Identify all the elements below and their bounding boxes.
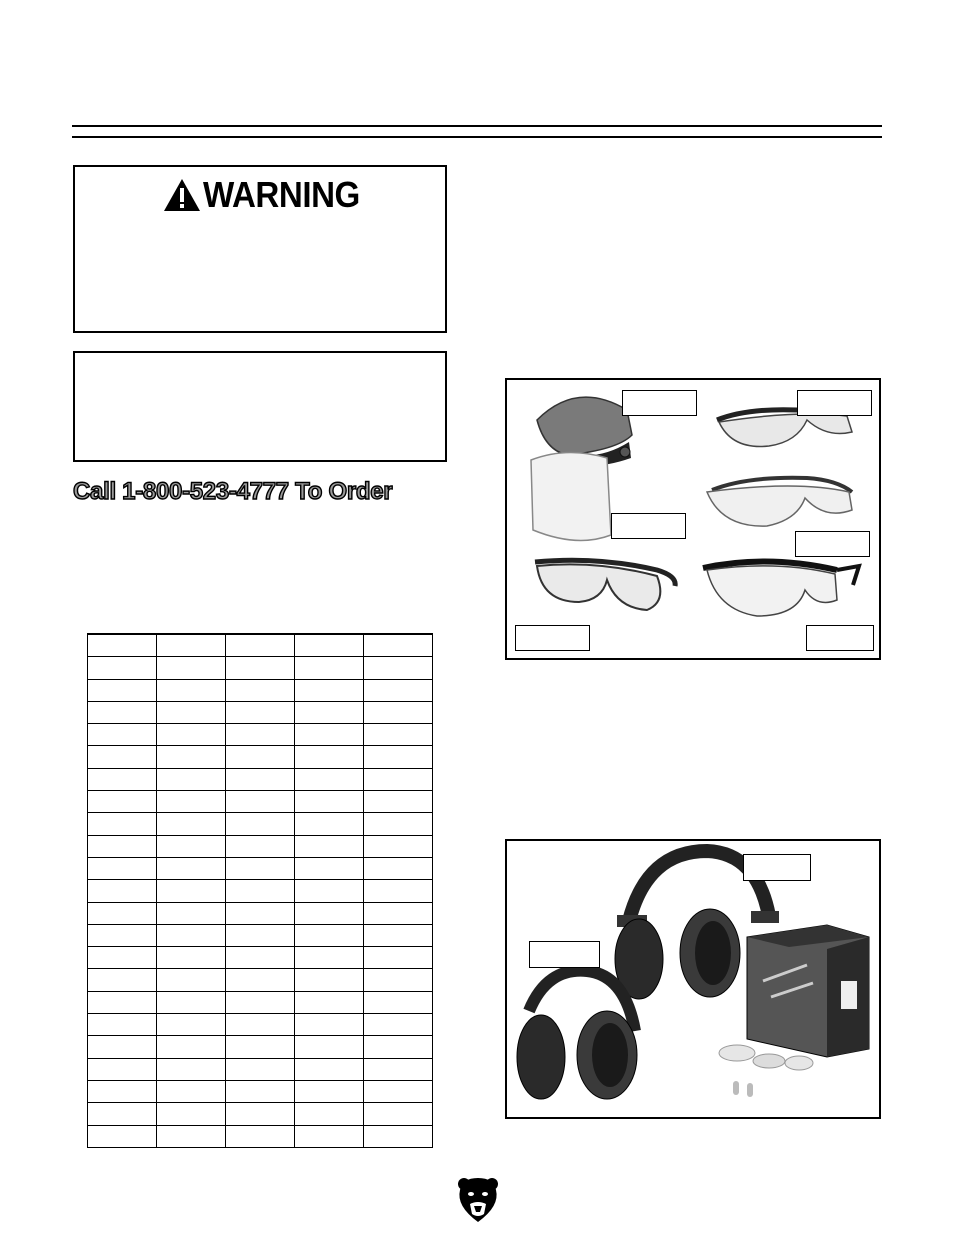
table-cell: [226, 969, 295, 991]
figure-label-box: [622, 390, 697, 416]
table-cell: [364, 679, 433, 701]
table-cell: [88, 657, 157, 679]
table-cell: [295, 724, 364, 746]
table-cell: [226, 991, 295, 1013]
table-cell: [88, 924, 157, 946]
safety-glasses-icon-3: [535, 560, 675, 610]
table-cell: [226, 791, 295, 813]
figure-label-box: [795, 531, 870, 557]
table-cell: [226, 1058, 295, 1080]
table-cell: [364, 1058, 433, 1080]
table-cell: [157, 634, 226, 657]
table-cell: [88, 947, 157, 969]
table-cell: [295, 768, 364, 790]
table-cell: [295, 746, 364, 768]
table-cell: [295, 1103, 364, 1125]
table-cell: [226, 813, 295, 835]
table-cell: [157, 1058, 226, 1080]
table-cell: [364, 657, 433, 679]
table-cell: [157, 880, 226, 902]
table-cell: [88, 1080, 157, 1102]
table-row: [88, 991, 433, 1013]
table-cell: [88, 1103, 157, 1125]
parts-table: [87, 633, 433, 1148]
table-cell: [157, 679, 226, 701]
table-row: [88, 969, 433, 991]
table-cell: [295, 902, 364, 924]
table-cell: [295, 969, 364, 991]
header-rule-top: [72, 125, 882, 127]
table-cell: [295, 880, 364, 902]
figure-label-box: [529, 941, 600, 968]
table-row: [88, 634, 433, 657]
table-cell: [364, 746, 433, 768]
table-cell: [88, 791, 157, 813]
table-cell: [88, 813, 157, 835]
table-row: [88, 701, 433, 723]
table-row: [88, 1125, 433, 1147]
table-cell: [88, 1036, 157, 1058]
table-cell: [157, 813, 226, 835]
table-cell: [295, 701, 364, 723]
table-row: [88, 1058, 433, 1080]
table-row: [88, 746, 433, 768]
table-row: [88, 724, 433, 746]
table-cell: [295, 657, 364, 679]
table-cell: [226, 902, 295, 924]
table-cell: [157, 1036, 226, 1058]
table-row: [88, 1080, 433, 1102]
table-cell: [157, 1080, 226, 1102]
table-cell: [364, 835, 433, 857]
table-row: [88, 1036, 433, 1058]
table-cell: [295, 924, 364, 946]
table-cell: [226, 746, 295, 768]
table-cell: [157, 657, 226, 679]
table-cell: [226, 768, 295, 790]
table-cell: [226, 1036, 295, 1058]
order-phone-banner: Call 1-800-523-4777 To Order: [73, 478, 393, 505]
table-cell: [364, 813, 433, 835]
footer-logo: [456, 1176, 500, 1229]
eye-protection-illustration: [507, 380, 879, 658]
table-cell: [226, 835, 295, 857]
table-cell: [88, 746, 157, 768]
table-cell: [364, 902, 433, 924]
table-cell: [157, 768, 226, 790]
figure-label-box: [743, 854, 811, 881]
table-cell: [295, 634, 364, 657]
table-cell: [295, 857, 364, 879]
earplugs-icon: [719, 1045, 813, 1097]
table-cell: [157, 1103, 226, 1125]
table-cell: [226, 701, 295, 723]
table-cell: [364, 1036, 433, 1058]
table-cell: [364, 947, 433, 969]
table-cell: [157, 724, 226, 746]
warning-box: [73, 165, 447, 333]
table-cell: [226, 1014, 295, 1036]
table-cell: [88, 857, 157, 879]
table-cell: [226, 634, 295, 657]
table-cell: [364, 857, 433, 879]
table-cell: [157, 924, 226, 946]
earplug-box-icon: [747, 925, 869, 1057]
hearing-protection-figure: [505, 839, 881, 1119]
table-cell: [88, 634, 157, 657]
table-cell: [364, 969, 433, 991]
table-cell: [157, 835, 226, 857]
table-cell: [295, 835, 364, 857]
warning-triangle-icon: [163, 178, 201, 212]
table-cell: [295, 679, 364, 701]
table-cell: [157, 991, 226, 1013]
table-cell: [226, 924, 295, 946]
warning-header: [163, 174, 374, 215]
table-cell: [157, 1014, 226, 1036]
figure-label-box: [611, 513, 686, 539]
table-cell: [88, 969, 157, 991]
eye-protection-figure: [505, 378, 881, 660]
table-cell: [88, 1125, 157, 1147]
table-cell: [88, 902, 157, 924]
table-cell: [364, 768, 433, 790]
table-cell: [226, 1080, 295, 1102]
figure-label-box: [515, 625, 590, 651]
note-box: [73, 351, 447, 462]
table-cell: [364, 991, 433, 1013]
grizzly-bear-logo-icon: [456, 1176, 500, 1224]
table-cell: [226, 947, 295, 969]
table-cell: [88, 1058, 157, 1080]
table-cell: [226, 880, 295, 902]
table-cell: [364, 1103, 433, 1125]
table-cell: [226, 679, 295, 701]
table-cell: [226, 657, 295, 679]
table-row: [88, 813, 433, 835]
table-row: [88, 1014, 433, 1036]
table-cell: [364, 880, 433, 902]
table-row: [88, 679, 433, 701]
table-cell: [364, 701, 433, 723]
table-cell: [364, 1125, 433, 1147]
table-cell: [88, 1014, 157, 1036]
table-cell: [295, 1125, 364, 1147]
table-row: [88, 768, 433, 790]
table-cell: [157, 857, 226, 879]
table-cell: [364, 924, 433, 946]
table-cell: [157, 701, 226, 723]
warning-label: WARNING: [203, 174, 360, 215]
table-row: [88, 924, 433, 946]
table-row: [88, 1103, 433, 1125]
table-cell: [88, 768, 157, 790]
table-cell: [88, 991, 157, 1013]
table-row: [88, 947, 433, 969]
table-cell: [295, 813, 364, 835]
figure-label-box: [797, 390, 872, 416]
table-cell: [295, 947, 364, 969]
table-cell: [295, 1080, 364, 1102]
hearing-protection-illustration: [507, 841, 879, 1117]
table-cell: [157, 947, 226, 969]
table-row: [88, 902, 433, 924]
table-cell: [226, 857, 295, 879]
table-cell: [88, 835, 157, 857]
header-rule-bottom: [72, 136, 882, 138]
table-cell: [364, 791, 433, 813]
table-cell: [157, 791, 226, 813]
table-cell: [295, 1058, 364, 1080]
table-cell: [226, 1125, 295, 1147]
table-cell: [88, 679, 157, 701]
table-cell: [364, 1080, 433, 1102]
table-cell: [295, 1036, 364, 1058]
table-cell: [88, 724, 157, 746]
table-row: [88, 791, 433, 813]
table-row: [88, 657, 433, 679]
table-cell: [88, 701, 157, 723]
table-row: [88, 835, 433, 857]
table-cell: [157, 969, 226, 991]
table-cell: [295, 1014, 364, 1036]
table-cell: [226, 724, 295, 746]
safety-glasses-icon-2: [707, 478, 852, 526]
table-cell: [364, 724, 433, 746]
table-cell: [364, 634, 433, 657]
table-cell: [157, 902, 226, 924]
table-cell: [88, 880, 157, 902]
table-cell: [295, 991, 364, 1013]
table-cell: [157, 1125, 226, 1147]
safety-glasses-icon-4: [703, 561, 859, 616]
table-cell: [226, 1103, 295, 1125]
figure-label-box: [806, 625, 874, 651]
earmuff-small-icon: [517, 971, 637, 1099]
table-cell: [295, 791, 364, 813]
table-row: [88, 880, 433, 902]
table-cell: [364, 1014, 433, 1036]
table-cell: [157, 746, 226, 768]
table-row: [88, 857, 433, 879]
